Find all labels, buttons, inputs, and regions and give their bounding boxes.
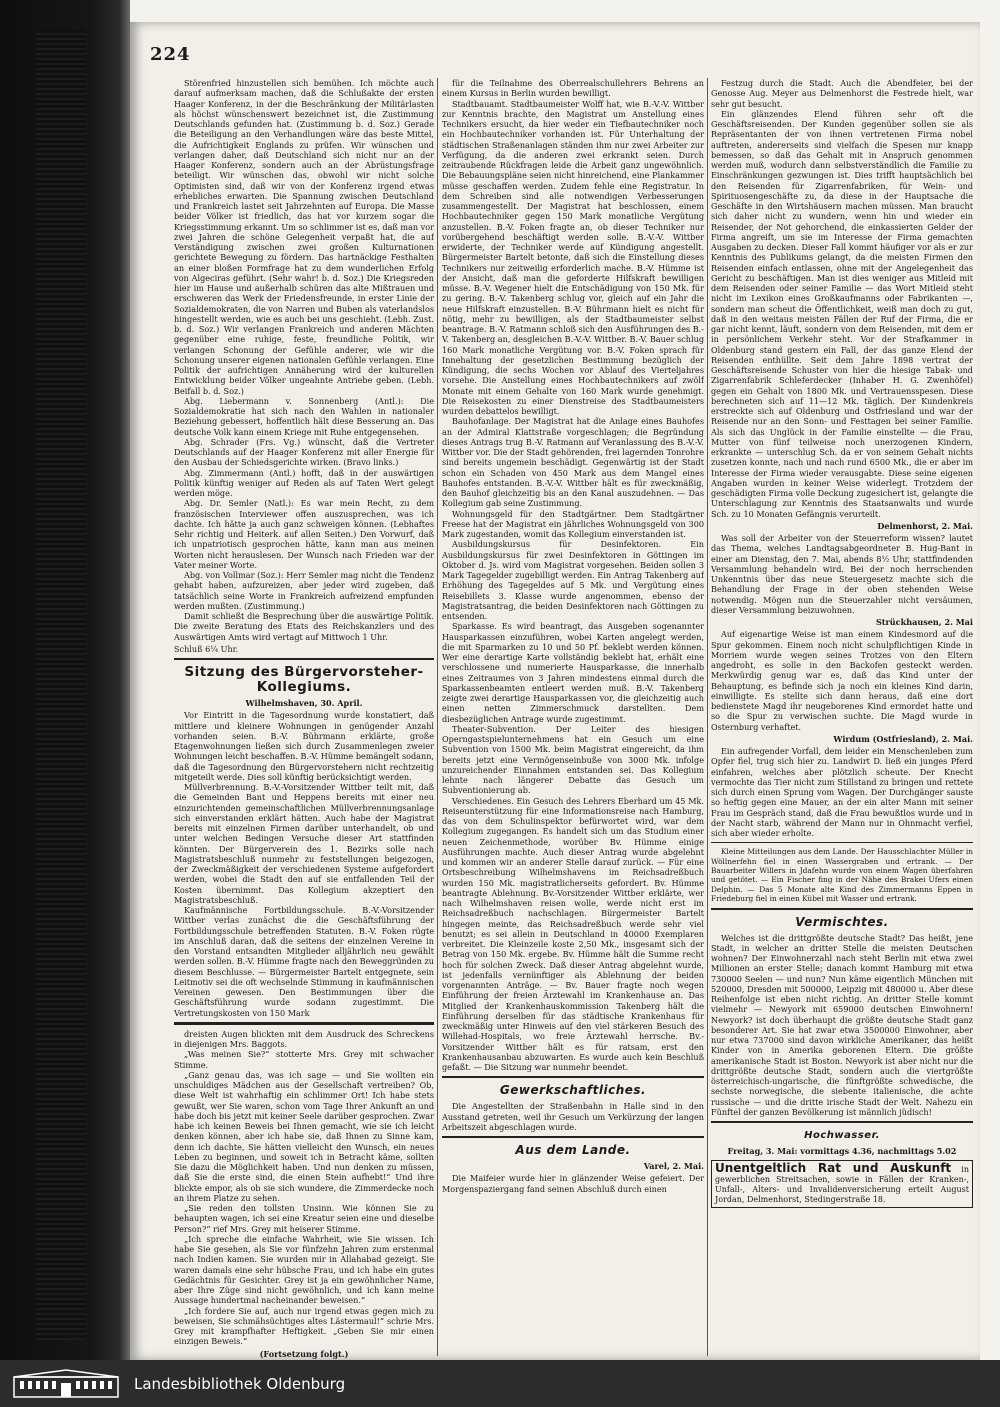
book-binding	[0, 0, 130, 1360]
paragraph: Ausbildungskursus für Desinfektoren. Ein Ausbildungskursus für zwei Desinfektoren in Göttingen im Oktober d. Js. wird vom Magistrat vorgesehen. Beiden sollen 3 Mark Tagegelder zugebilligt werden. Ein Antrag Takenberg auf Erhöhung des Tagegeldes auf 5 Mk. und Vergütung eines Reisebillets 3. Klasse wurde angenommen, ebenso der Magistratsantrag, die beiden Desinfektoren nach Göttingen zu entsenden.	[442, 539, 704, 621]
paragraph: für die Teilnahme des Oberrealschullehrers Behrens an einem Kursus in Berlin wurden bewilligt.	[442, 78, 704, 99]
paragraph: Müllverbrennung. B.-V.-Vorsitzender Wittber teilt mit, daß die Gemeinden Bant und Heppens bereits mit einer neu einzurichtenden gemeinschaftlichen Müllverbrennungsanlage sich einverstanden erklärt hätten. Auch habe der Magistrat bereits mit einzelnen Firmen darüber unterhandelt, ob und unter welchen Bedingen Versuche dieser Art stattfinden könnten. Der Bürgerverein des 1. Bezirks solle nach Magistratsbeschluß nunmehr zu feststellungen beigezogen, der Zweckmäßigkeit der verschiedenen Systeme aufgefordert werden, wobei die Stadt den auf sie entfallenden Teil der Kosten übernimmt. Das Kollegium akzeptiert den Magistratsbeschluß.	[174, 782, 434, 905]
paragraph: Vor Eintritt in die Tagesordnung wurde konstatiert, daß mittlere und kleinere Wohnungen in genügender Anzahl vorhanden seien. B.-V. Bührmann erklärte, große Etagenwohnungen ließen sich durch Zusammenlegen zweier Wohnungen leicht beschaffen. B.-V. Hümme bemängelt sodann, daß die Tagesordnung den Bürgervorstehern nicht rechtzeitig mitgeteilt werde. Dies soll künftig berücksichtigt werden.	[174, 710, 434, 782]
paragraph: Welches ist die drittgrößte deutsche Stadt? Das heißt, jene Stadt, in welcher an dritter Stelle die meisten Deutschen wohnen? Der Einwohnerzahl nach steht Berlin mit etwa zwei Millionen an erster Stelle; danach kommt Hamburg mit etwa 730000 Seelen — und nun? Nun käme eigentlich München mit 520000, Dresden mit 500000, Leipzig mit 480000 u. Aber diese Reihenfolge ist eben nicht richtig. An dritter Stelle kommt vielmehr — Newyork mit 659000 deutschen Einwohnern! Newyork? ist doch überhaupt die größte deutsche Stadt ganz besonderer Art. Sie hat zwar etwa 3500000 Einwohner, aber nur etwa 737000 sind davon wirkliche Amerikaner, das heißt Kinder von in Amerika geborenen Eltern. Die größte amerikanische Stadt ist Boston. Newyork ist aber nicht nur die drittgrößte deutsche Stadt, sondern auch die viertgrößte österreichisch-ungarische, die fünftgrößte schwedische, die sechste norwegische, die siebente italienische, die achte russische — und die dritte irische Stadt der Welt. Nahezu ein Fünftel der ganzen Bevölkerung ist männlich jüdisch!	[711, 932, 973, 1117]
section-divider	[174, 658, 434, 660]
paragraph: Die Angestellten der Straßenbahn in Halle sind in den Ausstand getreten, weil ihr Gesuch um Verkürzung der langen Arbeitszeit abgeschlagen wurde.	[442, 1101, 704, 1132]
section-divider	[711, 842, 973, 843]
story-paragraph: dreisten Augen blickten mit dem Ausdruck des Schreckens in diejenigen Mrs. Baggots.	[174, 1028, 434, 1049]
paragraph: Auf eigenartige Weise ist man einem Kindesmord auf die Spur gekommen. Einem noch nicht schulpflichtigen Kinde in Morriem wurde wegen seines Trotzes von den Eltern angedroht, es solle in den Backofen gesteckt werden. Merkwürdig genug war es, daß das Kind unter der Behauptung, es befinde sich ja noch ein kleines Kind darin, einwilligte. Es stellte sich dann heraus, daß eine dort bedienstete Magd ihr neugeborenes Kind ermordet hatte und so die Spur zu verwischen suchte. Die Magd wurde in Osternburg verhaftet.	[711, 629, 973, 732]
column-1	[174, 78, 434, 1398]
story-paragraph: „Sie reden den tollsten Unsinn. Wie können Sie zu behaupten wagen, ich sei eine Kreatur seien eine und dieselbe Person?“ rief Mrs. Grey mit heiserer Stimme.	[174, 1203, 434, 1234]
column-3	[711, 78, 973, 1398]
headline-vermischtes: Vermischtes.	[795, 914, 889, 929]
paragraph: Kleine Mitteilungen aus dem Lande. Der Hausschlachter Müller in Wöllnerfehn fiel in einen Wassergraben und ertrank. — Der Bauarbeiter Willers in Jdafehn wurde von einem Wagen überfahren und getötet. — Ein Fischer fing in der Nähe des Brakei Ufers einen Delphin. — Das 5 Monate alte Kind des Zimmermanns Eppen in Friedeburg fiel in einen Kübel mit Wasser und ertrank.	[711, 847, 973, 904]
dateline: Wirdum (Ostfriesland), 2. Mai.	[833, 733, 973, 744]
headline-gewerkschaftliches: Gewerkschaftliches.	[499, 1083, 647, 1098]
section-divider	[442, 1076, 704, 1078]
paragraph: Abg. von Vollmar (Soz.): Herr Semler mag nicht die Tendenz gehabt haben, aufzureizen, aber jeder wird zugeben, daß tatsächlich seine Worte in Frankreich aufreizend empfunden werden mußten. (Zustimmung.)	[174, 570, 434, 611]
paragraph: Ein glänzendes Elend führen sehr oft die Geschäftsreisenden. Der Kunden gegenüber sollen sie als Repräsentanten der von ihnen vertretenen Firma nobel auftreten, andererseits sind vielfach die Spesen nur knapp bemessen, so daß das Gehalt mit in Anspruch genommen werden muß, wodurch dann selbstverständlich die Familie zu Einschränkungen gezwungen ist. Dies trifft hauptsächlich bei den Reisenden für Zigarrenfabriken, für Wein- und Spirituosengeschäfte zu, da diese in der Hauptsache die Geschäfte in den Wirtshäusern machen müssen. Man braucht sich daher nicht zu wundern, wenn hin und wieder ein Reisender, der Not gehorchend, die einkassierten Gelder der Firma angreift, um sie im Interesse der Firma gemachten Ausgaben zu decken. Dieser Fall kommt häufiger vor als er zur Kenntnis des Publikums gelangt, da die meisten Firmen den Reisenden einfach entlassen, ohne mit der Angelegenheit das Gericht zu beschäftigen. Man ist dies weniger aus Mitleid mit dem Reisenden oder seiner Familie — das Wort Mitleid steht nicht im Lexikon eines Großkaufmanns oder Fabrikanten —, sondern man scheut die Öffentlichkeit, weiß man doch zu gut, daß in den weitaus meisten Fällen der Ruf der Firma, die er gar nicht kennt, läuft, sondern von dem Reisenden, mit dem er in persönlichem Verkehr steht. Vor der Strafkammer in Oldenburg stand gestern ein Fall, der das ganze Elend der Reisenden enthüllte. Seit dem Jahre 1898 vertrat der Geschäftsreisende Schuster von hier die hiesige Tabak- und Zigarrenfabrik Schleferdecker (Inhaber H. G. Zwenhöfel) gegen ein Gehalt von 1800 Mk. und Vertrauensspesen. Diese berechneten sich auf 11—12 Mk. täglich. Der Kundenkreis erstreckte sich auf Oldenburg und Ostfriesland und war der Reisende nur an den Sonn- und Festtagen bei seiner Familie. Als sich das Unglück in der Familie einstellte — die Frau, Mutter von fünf teilweise noch unerzogenen Kindern, erkrankte — unterschlug Sch. da er von seinem Gehalt nichts zusetzen konnte, nach und nach rund 6500 Mk., die er aber im Interesse der Firma wieder verausgabte. Diese seine eigenen Angaben wurden in keiner Weise widerlegt. Trotzdem der geschädigten Firma volle Deckung zugesichert ist, gelangte die Unterschlagung zur Kenntnis des Staatsanwalts und wurde Sch. zu 10 Monaten Gefängnis verurteilt.	[711, 108, 973, 519]
paragraph: Damit schließt die Besprechung über die auswärtige Politik. Die zweite Beratung des Etats des Reichskanzlers und des Auswärtigen Amts wird vertagt auf Mittwoch 1 Uhr.	[174, 611, 434, 642]
dateline: Varel, 2. Mai.	[643, 1161, 704, 1171]
column-2	[442, 78, 704, 1398]
paragraph: Wohnungsgeld für den Stadtgärtner. Dem Stadtgärtner Freese hat der Magistrat ein jährliches Wohnungsgeld von 300 Mark zugestanden, womit das Kollegium einverstanden ist.	[442, 508, 704, 539]
paragraph: Kaufmännische Fortbildungsschule. B.-V.-Vorsitzender Wittber verlas zunächst die die Geschäftsführung der Fortbildungsschule betreffenden Statuten. B.-V. Foken rügte im Anschluß daran, daß die seitens der einzelnen Vereine in den Vorstand entsandten Mitglieder alljährlich neu gewählt werden sollen. B.-V. Hümme fragte nach den Beweggründen zu diesem Beschlusse. — Bürgermeister Bartelt entgegnete, sein Leitmotiv sei die oft wechselnde Stimmung in kaufmännischen Vereinen gewesen. Den Bestimmungen über die Geschäftsführung wurde sodann zugestimmt. Die Vertretungskosten von 150 Mark	[174, 905, 434, 1018]
column-rule-2	[707, 78, 708, 1356]
ad-headline: Unentgeltlich Rat und Auskunft	[715, 1161, 952, 1176]
tide-times: Freitag, 3. Mai: vormittags 4.36, nachmittags 5.02	[727, 1146, 957, 1157]
paragraph: Bauhofanlage. Der Magistrat hat die Anlage eines Bauhofes an der Admiral Klattstraße vorgeschlagen; die Begründung dieses Antrags trug B.-V. Ratmann auf Veranlassung des B.-V.-V. Wittber vor. Die der Stadt gehörenden, frei lagernden Tonrohre sind bereits ungemein beschädigt. Gegenwärtig ist der Stadt schon ein Schaden von 450 Mark aus dem Mangel eines Bauhofes entstanden. B.-V.-V. Wittber hält es für zweckmäßig, den Bauhof gleichzeitig bis an den Kanal auszudehnen. — Das Kollegium gab seine Zustimmung.	[442, 416, 704, 509]
paragraph: Abg. Dr. Semler (Natl.): Es war mein Recht, zu dem französischen Interviewer offen auszusprechen, was ich dachte. Ich hätte ja auch ganz schweigen können. (Lebhaftes Sehr richtig und Heiterk. auf allen Seiten.) Den Vorwurf, daß ich unpatriotisch gesprochen hätte, kann man aus meinen Worten nicht herauslesen. Der Wunsch nach Frieden war der Vater meiner Worte.	[174, 498, 434, 570]
paragraph: Theater-Subvention. Der Leiter des hiesigen Operngastspielunternehmens hat ein Gesuch um eine Subvention von 1500 Mk. beim Magistrat eingereicht, da ihm bereits jetzt eine Vermögenseinbuße von 3000 Mk. infolge unzureichender Einnahmen entstanden sei. Das Kollegium lehnte nach längerer Debatte das Gesuch um Subventionierung ab.	[442, 723, 704, 796]
session-close: Schluß 6¼ Uhr.	[174, 643, 239, 654]
dateline: Delmenhorst, 2. Mai.	[877, 520, 973, 531]
library-name: Landesbibliothek Oldenburg	[134, 1374, 346, 1393]
paragraph: Ein aufregender Vorfall, dem leider ein Menschenleben zum Opfer fiel, trug sich hier zu. Landwirt D. ließ ein junges Pferd einfahren, welches aber plötzlich scheute. Der Knecht vermochte das Tier nicht zum Stillstand zu bringen und rettete sich durch einen Sprung vom Wagen. Der Durchgänger sauste so heftig gegen eine Mauer, an der ein alter Mann mit seiner Frau im Gespräch stand, daß die Frau bewußtlos wurde und in der Nacht starb, während der Mann nur in Ohnmacht verfiel, sich aber wieder erholte.	[711, 746, 973, 838]
story-paragraph: „Ganz genau das, was ich sage — und Sie wollten ein unschuldiges Mädchen aus der Gesellschaft vertreiben? Ob, diese Welt ist wahrhaftig ein schlimmer Ort! Ich habe stets gewußt, wer Sie waren, schon vom Tage Ihrer Ankunft an und habe doch bis jetzt mit keiner Seele darüber gesprochen. Zwar habe ich keinen Beweis bei Ihnen gemacht, wie sie ich leicht denken können, aber ich habe sie, daß Ihnen zu Sinne kam, denn ich dachte, Sie hätten vielleicht den Wunsch, ein neues Leben zu beginnen, und soweit ich in Betracht käme, sollten Sie dazu die Möglichkeit haben. Und nun denken zu müssen, daß Sie die erste sind, die einen Stein aufhebt!“ Und ihre blickte empor, als ob sie sich wundere, die Zimmerdecke noch an ihrem Platze zu sehen.	[174, 1069, 434, 1203]
paragraph: Stadtbauamt. Stadtbaumeister Wolff hat, wie B.-V.-V. Wittber zur Kenntnis brachte, den Magistrat um Anstellung eines Technikers ersucht, da hier weder ein Tiefbautechniker noch ein Hochbautechniker vorhanden ist. Für Unterhaltung der städtischen Straßenanlagen ständen ihm nur zwei Arbeiter zur Verfügung, da die anderen zwei erkrankt seien. Durch zeitraubende Rückfragen leide die Arbeit ganz ungewöhnlich. Die Bebauungspläne seien nicht hinreichend, eine Plankammer müsse geschaffen werden. Zudem fehle eine Registratur. In dem Schreiben sind alle notwendigen Verbesserungen zusammengestellt. Der Magistrat hat beschlossen, einem Hochbautechniker gegen 150 Mark monatliche Vergütung anzustellen. B.-V. Foken fragte an, ob dieser Techniker nur vorübergehend beschäftigt werden solle. B.-V.-V. Wittber erwiderte, der Techniker werde auf Kündigung angestellt. Bürgermeister Bartelt betonte, daß sich die Einstellung dieses Technikers nur zeitweilig erforderlich mache. B.-V. Hümme ist der Ansicht, daß man die geforderte Hilfskraft bewilligen müsse. B.-V. Wegener hielt die Entschädigung von 150 Mk. für zu gering. B.-V. Takenberg schlug vor, gleich auf ein Jahr die neue Hilfskraft einzustellen. B.-V. Bührmann hielt es nicht für nötig, mehr zu bewilligen, als der Stadtbaumeister selbst beantrage. B.-V. Ratmann schloß sich den Ausführungen des B.-V. Takenberg an, desgleichen B.-V.-V. Wittber. B.-V. Bauer schlug 160 Mark monatliche Vergütung vor. B.-V. Foken sprach für Innehaltung der gesetzlichen Bestimmung bezüglich der Kündigung, die sechs Wochen vor Ablauf des Vierteljahres vorsehe. Die Anstellung eines Hochbautechnikers auf zwölf Monate mit einem Gehalte von 160 Mark wurde genehmigt. Die Reisekosten zu einer Dienstreise des Stadtbaumeisters wurden debattelos bewilligt.	[442, 98, 704, 416]
story-paragraph: „Ich fordere Sie auf, auch nur irgend etwas gegen mich zu beweisen, Sie schmähsüchtiges altes Lästermaul!“ schrie Mrs. Grey mit krampfhafter Heftigkeit. „Geben Sie mir einen einzigen Beweis.“	[174, 1305, 434, 1347]
paragraph: Abg. Schrader (Frs. Vg.) wünscht, daß die Vertreter Deutschlands auf der Haager Konferenz mit aller Energie für den Ausbau der Schiedsgerichte wirken. (Bravo links.)	[174, 436, 434, 468]
advertisement	[711, 1160, 973, 1208]
library-banner	[0, 1360, 1000, 1407]
paragraph: Sparkasse. Es wird beantragt, das Ausgeben sogenannter Hausparkassen einzuführen, wobei Karten angelegt werden, die mit Sparmarken zu 10 und 50 Pf. beklebt werden können. Wer eine derartige Karte vollständig beklebt hat, erhält eine verschlossene und numerierte Hausparkasse, die innerhalb eines Zeitraumes von 3 Jahren mindestens einmal durch die Sparkassenbeamten entleert werden muß. B.-V. Takenberg zeigte zwei derartige Hausparkassen vor, die gleichzeitig auch einen netten Zimmerschmuck darstellten. Dem diesbezüglichen Antrage wurde zugestimmt.	[442, 621, 704, 724]
feuilleton-divider	[174, 1022, 434, 1025]
story-paragraph: „Was meinen Sie?“ stotterte Mrs. Grey mit schwacher Stimme.	[174, 1049, 434, 1070]
paragraph: Was soll der Arbeiter von der Steuerreform wissen? lautet das Thema, welches Landtagsabgeordneter B. Hug-Bant in einer am Dienstag, den 7. Mai, abends 8½ Uhr, stattfindenden Versammlung behandeln wird. Bei der noch herrschenden Unkenntnis über das neue Steuergesetz machte sich die Behandlung der Frage in der oben stehenden Weise notwendig. Mögen nun die Steuerzahler nicht versäumen, dieser Versammlung beizuwohnen.	[711, 533, 973, 615]
headline-buergervorsteher: Sitzung des Bürgervorsteher-Kollegiums.	[184, 664, 424, 695]
ad-text: in gewerblichen Streitsachen, sowie in Fällen der Kranken-, Unfall-, Alters- und Invalidenversicherung erteilt August Jordan, Delmenhorst, Stedingerstraße 18.	[715, 1165, 969, 1205]
section-divider	[711, 1121, 973, 1123]
story-paragraph: „Ich spreche die einfache Wahrheit, wie Sie wissen. Ich habe Sie gesehen, als Sie vor fünfzehn Jahren zum erstenmal nach Indien kamen. Sie wurden mir in Allahabad gezeigt. Sie waren damals eine sehr hübsche Frau, und ich habe ein gutes Gedächtnis für Gesichter. Grey ist ja ein gewöhnlicher Name, aber Ihre Züge sind nicht gewöhnlich, und ich kann meine Aussage hundertmal nacheinander beweisen.“	[174, 1233, 434, 1306]
paragraph: Verschiedenes. Ein Gesuch des Lehrers Eberhard um 45 Mk. Reiseunterstützung für eine Informationsreise nach Hamburg, das von dem Schulinspektor befürwortet wird, war dem Kollegium zugegangen. Es handelt sich um das Studium einer neuen Zeichenmethode, worüber Bv. Hümme einige Ausführungen machte. Auch dieser Antrag wurde abgelehnt und kommen wir an anderer Stelle darauf zurück. — Für eine Ortsbeschreibung Wilhelmshavens im Reichsadreßbuch wurden 150 Mk. magistratlicherseits gefordert. Bv. Hümme beantragte Ablehnung. Bv.-Vorsitzender Wittber erklärte, wer nach Wilhelmshaven reisen wolle, werde nicht erst im Reichsadreßbuch nachschlagen. Bürgermeister Bartelt hingegen meinte, das Reichsadreßbuch werde sehr viel benutzt; es sei allein in Deutschland in 40000 Exemplaren verbreitet. Die Kleinzeile koste 2,50 Mk., insgesamt sich der Betrag von 150 Mk. ergebe. Bv. Hümme hält die Summe recht hoch für solchen Zweck. Daß dieser Antrag abgelehnt wurde, ist jedenfalls vernünftiger als Ablehnung der beiden vorgenannten Anträge. — Bv. Bauer fragte noch wegen Einführung der freien Ärztewahl im Krankenhause an. Das Mitglied der Krankenhauskommission Takenberg hält die Einführung derselben für das städtische Krankenhaus für zweckmäßig unter Hinweis auf den viel stärkeren Besuch des Willehad-Hospitals, wo freie Ärztewahl herrsche. Bv.-Vorsitzender Wittber hält es für ratsam, erst den Krankenhausanbau abzuwarten. Es wurde auch kein Beschluß gefaßt. — Die Sitzung war nunmehr beendet.	[442, 795, 704, 1072]
dateline: Wilhelmshaven, 30. April.	[245, 698, 363, 708]
dateline: Strückhausen, 2. Mai	[875, 617, 973, 627]
headline-hochwasser: Hochwasser.	[804, 1130, 880, 1142]
library-building-logo-icon	[12, 1369, 120, 1399]
paragraph: Abg. Zimmermann (Antl.) hofft, daß in der auswärtigen Politik künftig weniger auf Reden als auf Taten Wert gelegt werden möge.	[174, 467, 434, 498]
continued-note: (Fortsetzung folgt.)	[259, 1348, 349, 1359]
paragraph: Die Maifeier wurde hier in glänzender Weise gefeiert. Der Morgenspaziergang fand seinen Abschluß durch einen	[442, 1173, 704, 1194]
page-number: 224	[150, 44, 191, 65]
paragraph: Festzug durch die Stadt. Auch die Abendfeier, bei der Genosse Aug. Meyer aus Delmenhorst die Festrede hielt, war sehr gut besucht.	[711, 78, 973, 109]
section-divider	[711, 908, 973, 910]
headline-aus-dem-lande: Aus dem Lande.	[515, 1143, 631, 1157]
column-rule-1	[437, 78, 438, 1356]
section-divider	[442, 1136, 704, 1138]
paragraph: Störenfried hinzustellen sich bemühen. Ich möchte auch darauf aufmerksam machen, daß die Schlußakte der ersten Haager Konferenz, in der die Beschränkung der Militärlasten als höchst wünschenswert bezeichnet ist, die Zustimmung Deutschlands gefunden hat. (Zustimmung b. d. Soz.) Gerade die Beteiligung an den Verhandlungen wäre das beste Mittel, die Aufrichtigkeit Englands zu prüfen. Wir wünschen und verlangen daher, daß Deutschland sich nicht nur an der Haager Konferenz, sondern auch an der Abrüstungsfrage beteiligt. Wir wünschen das, obwohl wir nicht solche Optimisten sind, daß wir von der Konferenz irgend etwas erhebliches erwarten. Die Spannung zwischen Deutschland und Frankreich lastet seit Jahrzehnten auf Europa. Die Masse beider Völker ist friedlich, das hat vor kurzem sogar die Kriegsstimmung erkannt. Um so schlimmer ist es, daß man vor zwei Jahren die schöne Gelegenheit verpaßt hat, die auf Verständigung zwischen zwei großen Kulturnationen gerichtete Bewegung zu fördern. Das hartnäckige Festhalten an einer bloßen Formfrage hat zu dem wunderlichen Erfolg von Algeciras geführt. (Sehr wahr! b. d. Soz.) Die Kriegsreden hier im Hause und außerhalb schüren das alte Mißtrauen und erschweren das Werk der Friedensfreunde, in erster Linie der Sozialdemokraten, die von Narren und Buben als vaterlandslos hingestellt werden, wie es auch bei uns geschieht. (Lebh. Zust. b. d. Soz.) Wir verlangen Frankreich und anderen Mächten gegenüber eine ruhige, feste, freundliche Politik, wir verlangen Schonung der Gefühle anderer, wie wir die Schonung unserer eigenen nationalen Gefühle verlangen. Eine Politik der aufrichtigen Annäherung wird der kulturellen Entwicklung beider Völker ungeahnte Antriebe geben. (Lebh. Beifall b. d. Soz.)	[174, 78, 434, 396]
paragraph: Abg. Liebermann v. Sonnenberg (Antl.): Die Sozialdemokratie hat sich nach den Wahlen in nationaler Beziehung gebessert, hoffentlich hält diese Besserung an. Das deutsche Volk kann einem Kriege mit Ruhe entgegensehen.	[174, 395, 434, 437]
